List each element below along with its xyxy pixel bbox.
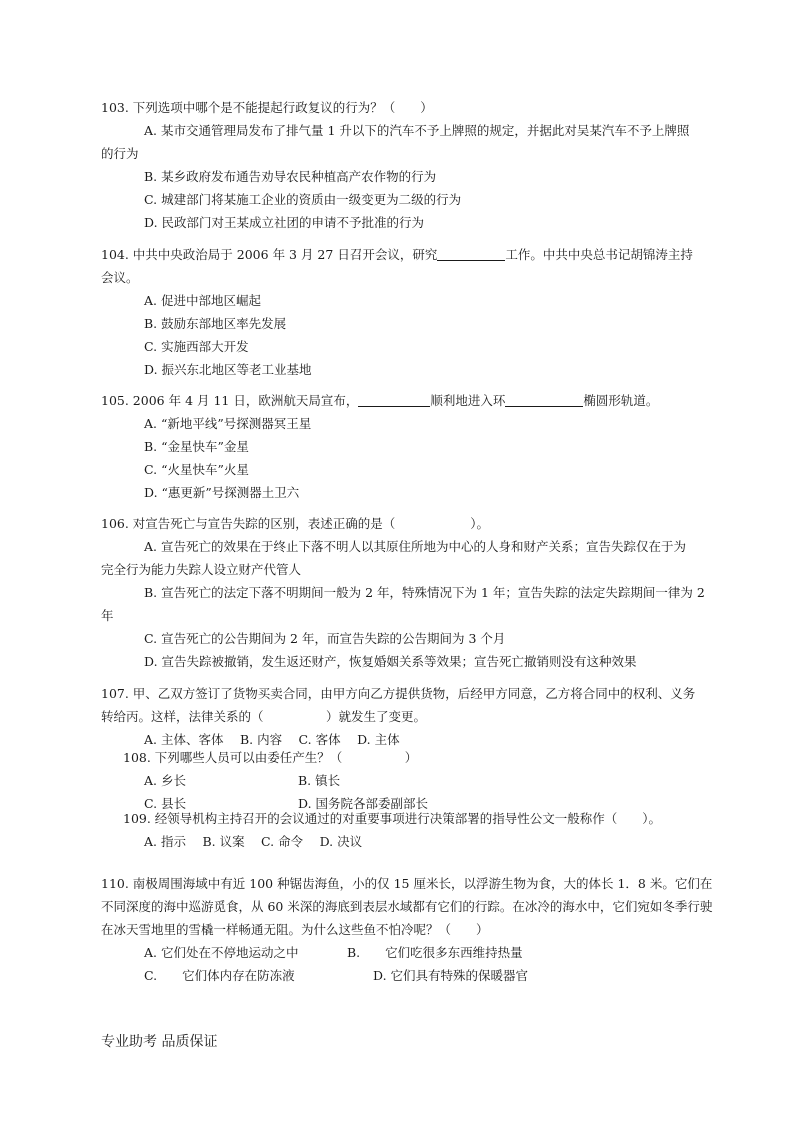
option-d: D. 它们具有特殊的保暖器官: [373, 968, 529, 983]
question-109: [101, 807, 701, 853]
option-a: A. 宣告死亡的效果在于终止下落不明人以其原住所地为中心的人身和财产关系；宣告失踪仅在于为: [144, 539, 686, 554]
stem-text-after: 椭圆形轨道。: [583, 393, 659, 408]
option-a: A. 它们处在不停地运动之中: [144, 945, 299, 960]
options-inline: A. 主体、客体 B. 内容 C. 客体 D. 主体: [144, 732, 400, 747]
option-b: B. 镇长: [298, 773, 341, 788]
question-107: [101, 682, 701, 751]
option-c: C. 实施西部大开发: [144, 339, 249, 354]
option-a: A. 促进中部地区崛起: [144, 293, 261, 308]
option-d: D. 民政部门对王某成立社团的申请不予批准的行为: [144, 215, 425, 230]
stem-text-after: 工作。中共中央总书记胡锦涛主持: [505, 247, 693, 262]
option-a: A. 某市交通管理局发布了排气量 1 升以下的汽车不予上牌照的规定，并据此对吴某汽车不予上牌照: [144, 123, 690, 138]
option-b: B. 某乡政府发布通告劝导农民种植高产农作物的行为: [144, 169, 437, 184]
question-110: [101, 872, 713, 987]
options-row-1: [101, 941, 701, 964]
option-a: A. 乡长: [144, 773, 186, 788]
question-stem: 103. 下列选项中哪个是不能提起行政复议的行为？（ ）: [101, 100, 433, 115]
option-b: B. 宣告死亡的法定下落不明期间一般为 2 年，特殊情况下为 1 年；宣告失踪的法定失踪期间一律为 2: [144, 585, 705, 600]
option-c: C. 县长: [144, 796, 187, 811]
question-108: [101, 746, 701, 815]
option-b-continued: 年: [101, 608, 114, 623]
option-b: B. “金星快车”金星: [144, 439, 249, 454]
option-d: D. 振兴东北地区等老工业基地: [144, 362, 312, 377]
options-inline: A. 指示 B. 议案 C. 命令 D. 决议: [144, 834, 363, 849]
stem-text-before: 104. 中共中央政治局于 2006 年 3 月 27 日召开会议，研究: [101, 247, 438, 262]
question-stem: [101, 243, 701, 266]
stem-text-before: 105. 2006 年 4 月 11 日，欧洲航天局宣布，: [101, 393, 359, 408]
options-row-2: [101, 964, 701, 987]
question-stem: [101, 389, 701, 412]
option-d: D. “惠更新”号探测器土卫六: [144, 485, 300, 500]
question-stem-continued: 转给丙。这样，法律关系的（ ）就发生了变更。: [101, 709, 427, 724]
option-c: C. 它们体内存在防冻液: [144, 968, 295, 983]
question-stem-continued-2: 在冰天雪地里的雪橇一样畅通无阻。为什么这些鱼不怕冷呢？（ ）: [101, 922, 489, 937]
question-stem: 107. 甲、乙双方签订了货物买卖合同，由甲方向乙方提供货物，后经甲方同意，乙方将合同中的权利、义务: [101, 686, 696, 701]
question-105: [101, 389, 701, 504]
answer-blank-2: [505, 392, 583, 407]
answer-blank-1: [358, 392, 430, 407]
question-stem-continued-1: 不同深度的海中巡游觅食，从 60 米深的海底到表层水域都有它们的行踪。在冰冷的海水中，它们宛如冬季行驶: [101, 899, 713, 914]
option-a-continued: 的行为: [101, 146, 139, 161]
option-d: D. 国务院各部委副部长: [298, 796, 429, 811]
option-c: C. 宣告死亡的公告期间为 2 年，而宣告失踪的公告期间为 3 个月: [144, 631, 506, 646]
question-103: [101, 96, 701, 234]
answer-blank: [437, 246, 505, 261]
question-stem: 108. 下列哪些人员可以由委任产生？（ ）: [123, 750, 418, 765]
question-stem: 106. 对宣告死亡与宣告失踪的区别，表述正确的是（ ）。: [101, 516, 490, 531]
stem-text-middle: 顺利地进入环: [430, 393, 506, 408]
question-stem: 110. 南极周围海域中有近 100 种锯齿海鱼，小的仅 15 厘米长，以浮游生物为食，大的体长 1．8 米。它们在: [101, 876, 713, 891]
option-c: C. 城建部门将某施工企业的资质由一级变更为二级的行为: [144, 192, 462, 207]
option-d: D. 宣告失踪被撤销，发生返还财产，恢复婚姻关系等效果；宣告死亡撤销则没有这种效果: [144, 654, 637, 669]
option-a: A. “新地平线”号探测器冥王星: [144, 416, 312, 431]
option-b: B. 它们吃很多东西维持热量: [347, 945, 523, 960]
footer-slogan: 专业助考 品质保证: [101, 1034, 218, 1050]
option-c: C. “火星快车”火星: [144, 462, 249, 477]
options-row-1: [101, 769, 701, 792]
option-a-continued: 完全行为能力失踪人设立财产代管人: [101, 562, 302, 577]
question-stem: 109. 经领导机构主持召开的会议通过的对重要事项进行决策部署的指导性公文一般称作（ ）。: [123, 811, 662, 826]
option-b: B. 鼓励东部地区率先发展: [144, 316, 287, 331]
question-106: [101, 512, 705, 673]
question-104: [101, 243, 701, 381]
question-stem-continued: 会议。: [101, 270, 139, 285]
